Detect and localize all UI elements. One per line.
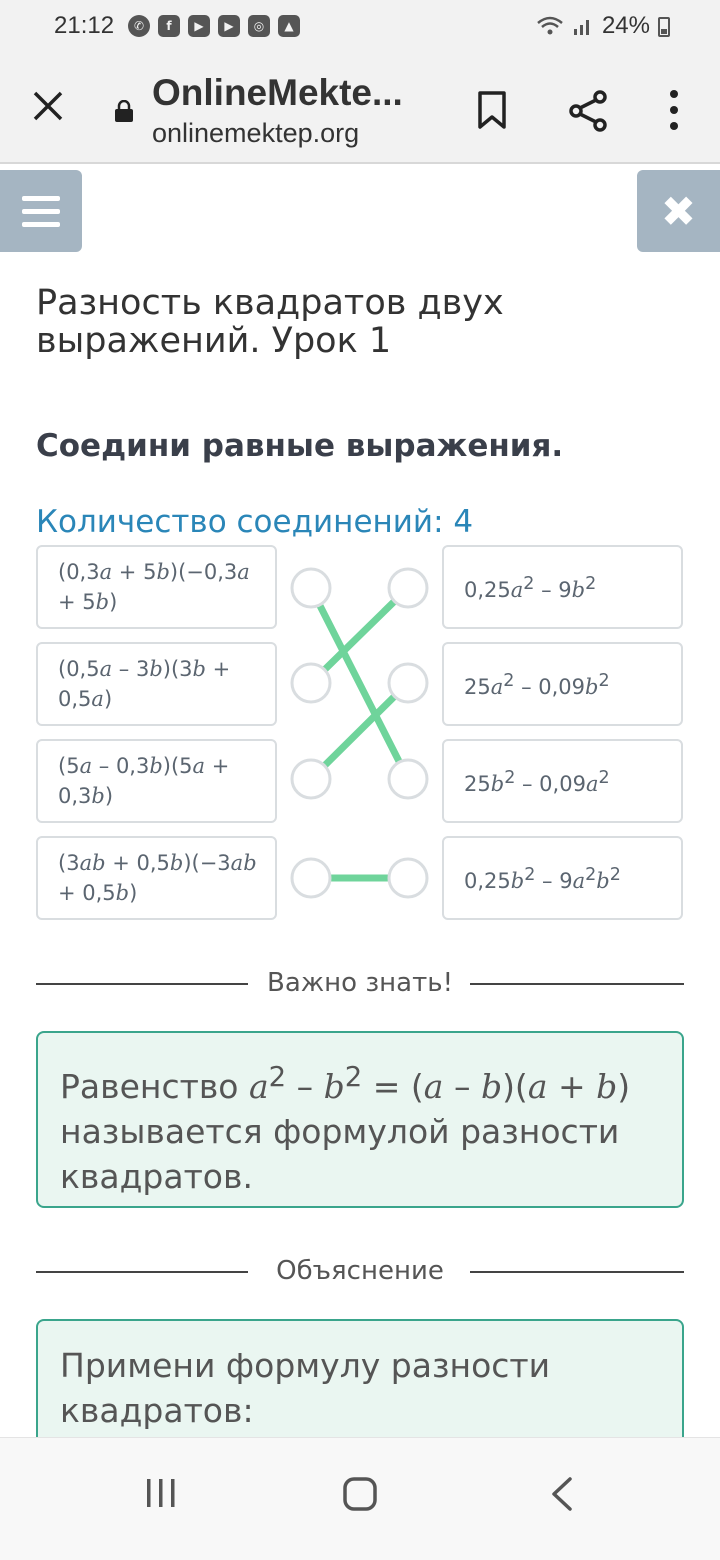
site-url[interactable]: onlinemektep.org [152, 118, 360, 148]
right-connector-3[interactable] [389, 760, 427, 798]
more-options-icon[interactable] [664, 88, 684, 132]
left-connector-1[interactable] [292, 569, 330, 607]
system-navigation-bar [0, 1437, 720, 1560]
important-heading: Важно знать! [266, 968, 453, 998]
lesson-title: Разность квадратов двух выражений. Урок 1 [36, 283, 504, 361]
explanation-divider [36, 1256, 684, 1286]
whatsapp-icon: ✆ [128, 15, 150, 37]
browser-toolbar [0, 56, 720, 164]
wifi-icon [536, 15, 564, 37]
left-expression-3[interactable]: (5a – 0,3b)(5a + 0,3b) [36, 739, 277, 823]
important-box: Равенство $a^2 - b^2 = (a - b)(a + b)$ называется формулой разности квадратов. [36, 1031, 684, 1208]
left-connector-3[interactable] [292, 760, 330, 798]
left-connector-2[interactable] [292, 664, 330, 702]
explanation-heading: Объяснение [276, 1256, 444, 1286]
left-expression-1[interactable]: (0,3a + 5b)(−0,3a + 5b) [36, 545, 277, 629]
status-bar [0, 0, 720, 56]
hamburger-icon [22, 196, 60, 201]
instagram-icon: ◎ [248, 15, 270, 37]
left-connector-4[interactable] [292, 859, 330, 897]
left-expression-4[interactable]: (3ab + 0,5b)(−3ab + 0,5b) [36, 836, 277, 920]
connections-count: Количество соединений: 4 [36, 504, 474, 540]
facebook-icon: f [158, 15, 180, 37]
important-divider [36, 968, 684, 998]
right-connector-4[interactable] [389, 859, 427, 897]
close-icon: ✖ [660, 186, 697, 236]
right-expression-1[interactable]: $0,25a^2 - 9b^2$ [442, 545, 683, 629]
lock-icon [114, 100, 134, 122]
menu-button[interactable] [0, 170, 82, 252]
status-time: 21:12 [54, 12, 115, 39]
left-expression-2[interactable]: (0,5a – 3b)(3b + 0,5a) [36, 642, 277, 726]
right-expression-2[interactable]: $25a^2 - 0,09b^2$ [442, 642, 683, 726]
youtube-icon: ▶ [188, 15, 210, 37]
right-connector-1[interactable] [389, 569, 427, 607]
exit-button[interactable] [637, 170, 720, 252]
site-title[interactable]: OnlineMekte... [152, 72, 403, 113]
close-tab-icon[interactable] [30, 88, 66, 124]
gallery-icon: ▲ [278, 15, 300, 37]
right-expression-4[interactable]: $0,25b^2 - 9a^2b^2$ [442, 836, 683, 920]
signal-icon [572, 15, 594, 37]
task-title: Соедини равные выражения. [36, 428, 564, 464]
battery-icon [658, 15, 670, 37]
recent-apps-icon[interactable] [144, 1476, 178, 1510]
share-icon[interactable] [568, 90, 608, 132]
bookmark-icon[interactable] [476, 90, 508, 130]
connection-area [280, 545, 440, 925]
explanation-text: Примени формулу разности квадратов: [60, 1346, 551, 1430]
home-icon[interactable] [342, 1476, 378, 1512]
battery-level: 24% [601, 12, 650, 39]
right-connector-2[interactable] [389, 664, 427, 702]
back-icon[interactable] [548, 1476, 578, 1512]
youtube-icon: ▶ [218, 15, 240, 37]
right-expression-3[interactable]: $25b^2 - 0,09a^2$ [442, 739, 683, 823]
